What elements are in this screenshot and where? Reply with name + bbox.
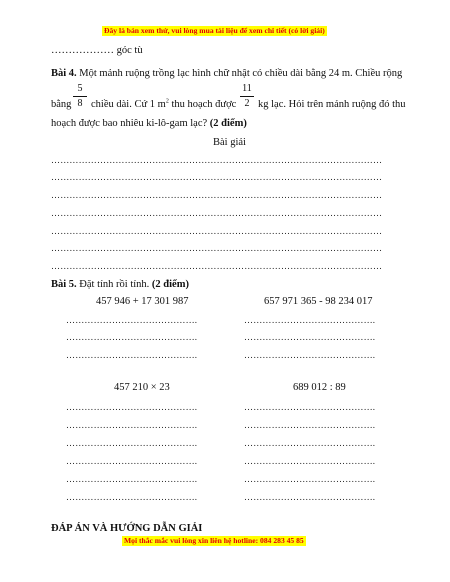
fraction-bar <box>240 96 254 97</box>
bai4-label: Bài 4. <box>51 68 77 79</box>
answer-line: ……………………………………………………………………………………………… <box>51 226 383 236</box>
work-line: ……………………………………. <box>66 420 198 430</box>
answer-line: ……………………………………………………………………………………………… <box>51 261 383 271</box>
bai5-points: (2 điểm) <box>151 279 189 290</box>
header-banner: Đây là bản xem thử, vui lòng mua tài liệu để xem chi tiết (có lời giải) <box>104 26 325 35</box>
previous-answer-line: ……………… góc tù <box>51 45 143 56</box>
work-line: ……………………………………. <box>244 350 376 360</box>
fraction-numerator: 11 <box>242 83 252 94</box>
bai4-bang: bằng <box>51 99 72 110</box>
bai4-points: (2 điểm) <box>209 118 247 129</box>
bai4-line2-tail: kg lạc. Hỏi trên mảnh ruộng đó thu <box>258 99 406 110</box>
fraction-denominator: 8 <box>77 98 83 109</box>
fraction-denominator: 2 <box>244 98 250 109</box>
fraction-5-8 <box>73 83 87 110</box>
answer-heading: ĐÁP ÁN VÀ HƯỚNG DẪN GIẢI <box>51 523 203 534</box>
expression-1: 457 946 + 17 301 987 <box>96 296 189 307</box>
expression-4: 689 012 : 89 <box>293 382 346 393</box>
work-line: ……………………………………. <box>244 474 376 484</box>
square-superscript: 2 <box>165 98 169 105</box>
work-line: ……………………………………. <box>66 438 198 448</box>
work-line: ……………………………………. <box>244 420 376 430</box>
work-line: ……………………………………. <box>66 332 198 342</box>
work-line: ……………………………………. <box>244 492 376 502</box>
work-line: ……………………………………. <box>244 315 376 325</box>
work-line: ……………………………………. <box>66 456 198 466</box>
answer-line: ……………………………………………………………………………………………… <box>51 243 383 253</box>
bai4-line1 <box>51 67 402 80</box>
bai4-mid-text: chiều dài. Cứ 1 m <box>91 99 166 110</box>
bai4-mid-post: thu hoạch được <box>171 99 237 110</box>
work-line: ……………………………………. <box>244 332 376 342</box>
answer-line: ……………………………………………………………………………………………… <box>51 172 383 182</box>
bai4-line3 <box>51 117 247 130</box>
work-line: ……………………………………. <box>244 456 376 466</box>
solution-title: Bài giải <box>213 137 246 148</box>
footer-banner: Mọi thắc mắc vui lòng xin liên hệ hotline: 084 283 45 85 <box>124 536 304 545</box>
fraction-bar <box>73 96 87 97</box>
work-line: ……………………………………. <box>66 315 198 325</box>
work-line: ……………………………………. <box>66 350 198 360</box>
fraction-11-2 <box>240 83 254 110</box>
answer-line: ……………………………………………………………………………………………… <box>51 208 383 218</box>
bai5-heading <box>51 278 189 291</box>
bai4-question: hoạch được bao nhiêu ki-lô-gam lạc? <box>51 118 208 129</box>
answer-line: ……………………………………………………………………………………………… <box>51 190 383 200</box>
expression-3: 457 210 × 23 <box>114 382 170 393</box>
work-line: ……………………………………. <box>66 402 198 412</box>
expression-2: 657 971 365 - 98 234 017 <box>264 296 373 307</box>
bai5-label: Bài 5. <box>51 279 77 290</box>
bai4-text1: Một mảnh ruộng trồng lạc hình chữ nhật có chiều dài bằng 24 m. Chiều rộng <box>79 68 403 79</box>
bai4-line2-mid <box>91 98 236 111</box>
work-line: ……………………………………. <box>244 438 376 448</box>
bai5-text: Đặt tính rồi tính. <box>79 279 150 290</box>
work-line: ……………………………………. <box>244 402 376 412</box>
work-line: ……………………………………. <box>66 492 198 502</box>
answer-line: ……………………………………………………………………………………………… <box>51 155 383 165</box>
fraction-numerator: 5 <box>77 83 83 94</box>
work-line: ……………………………………. <box>66 474 198 484</box>
